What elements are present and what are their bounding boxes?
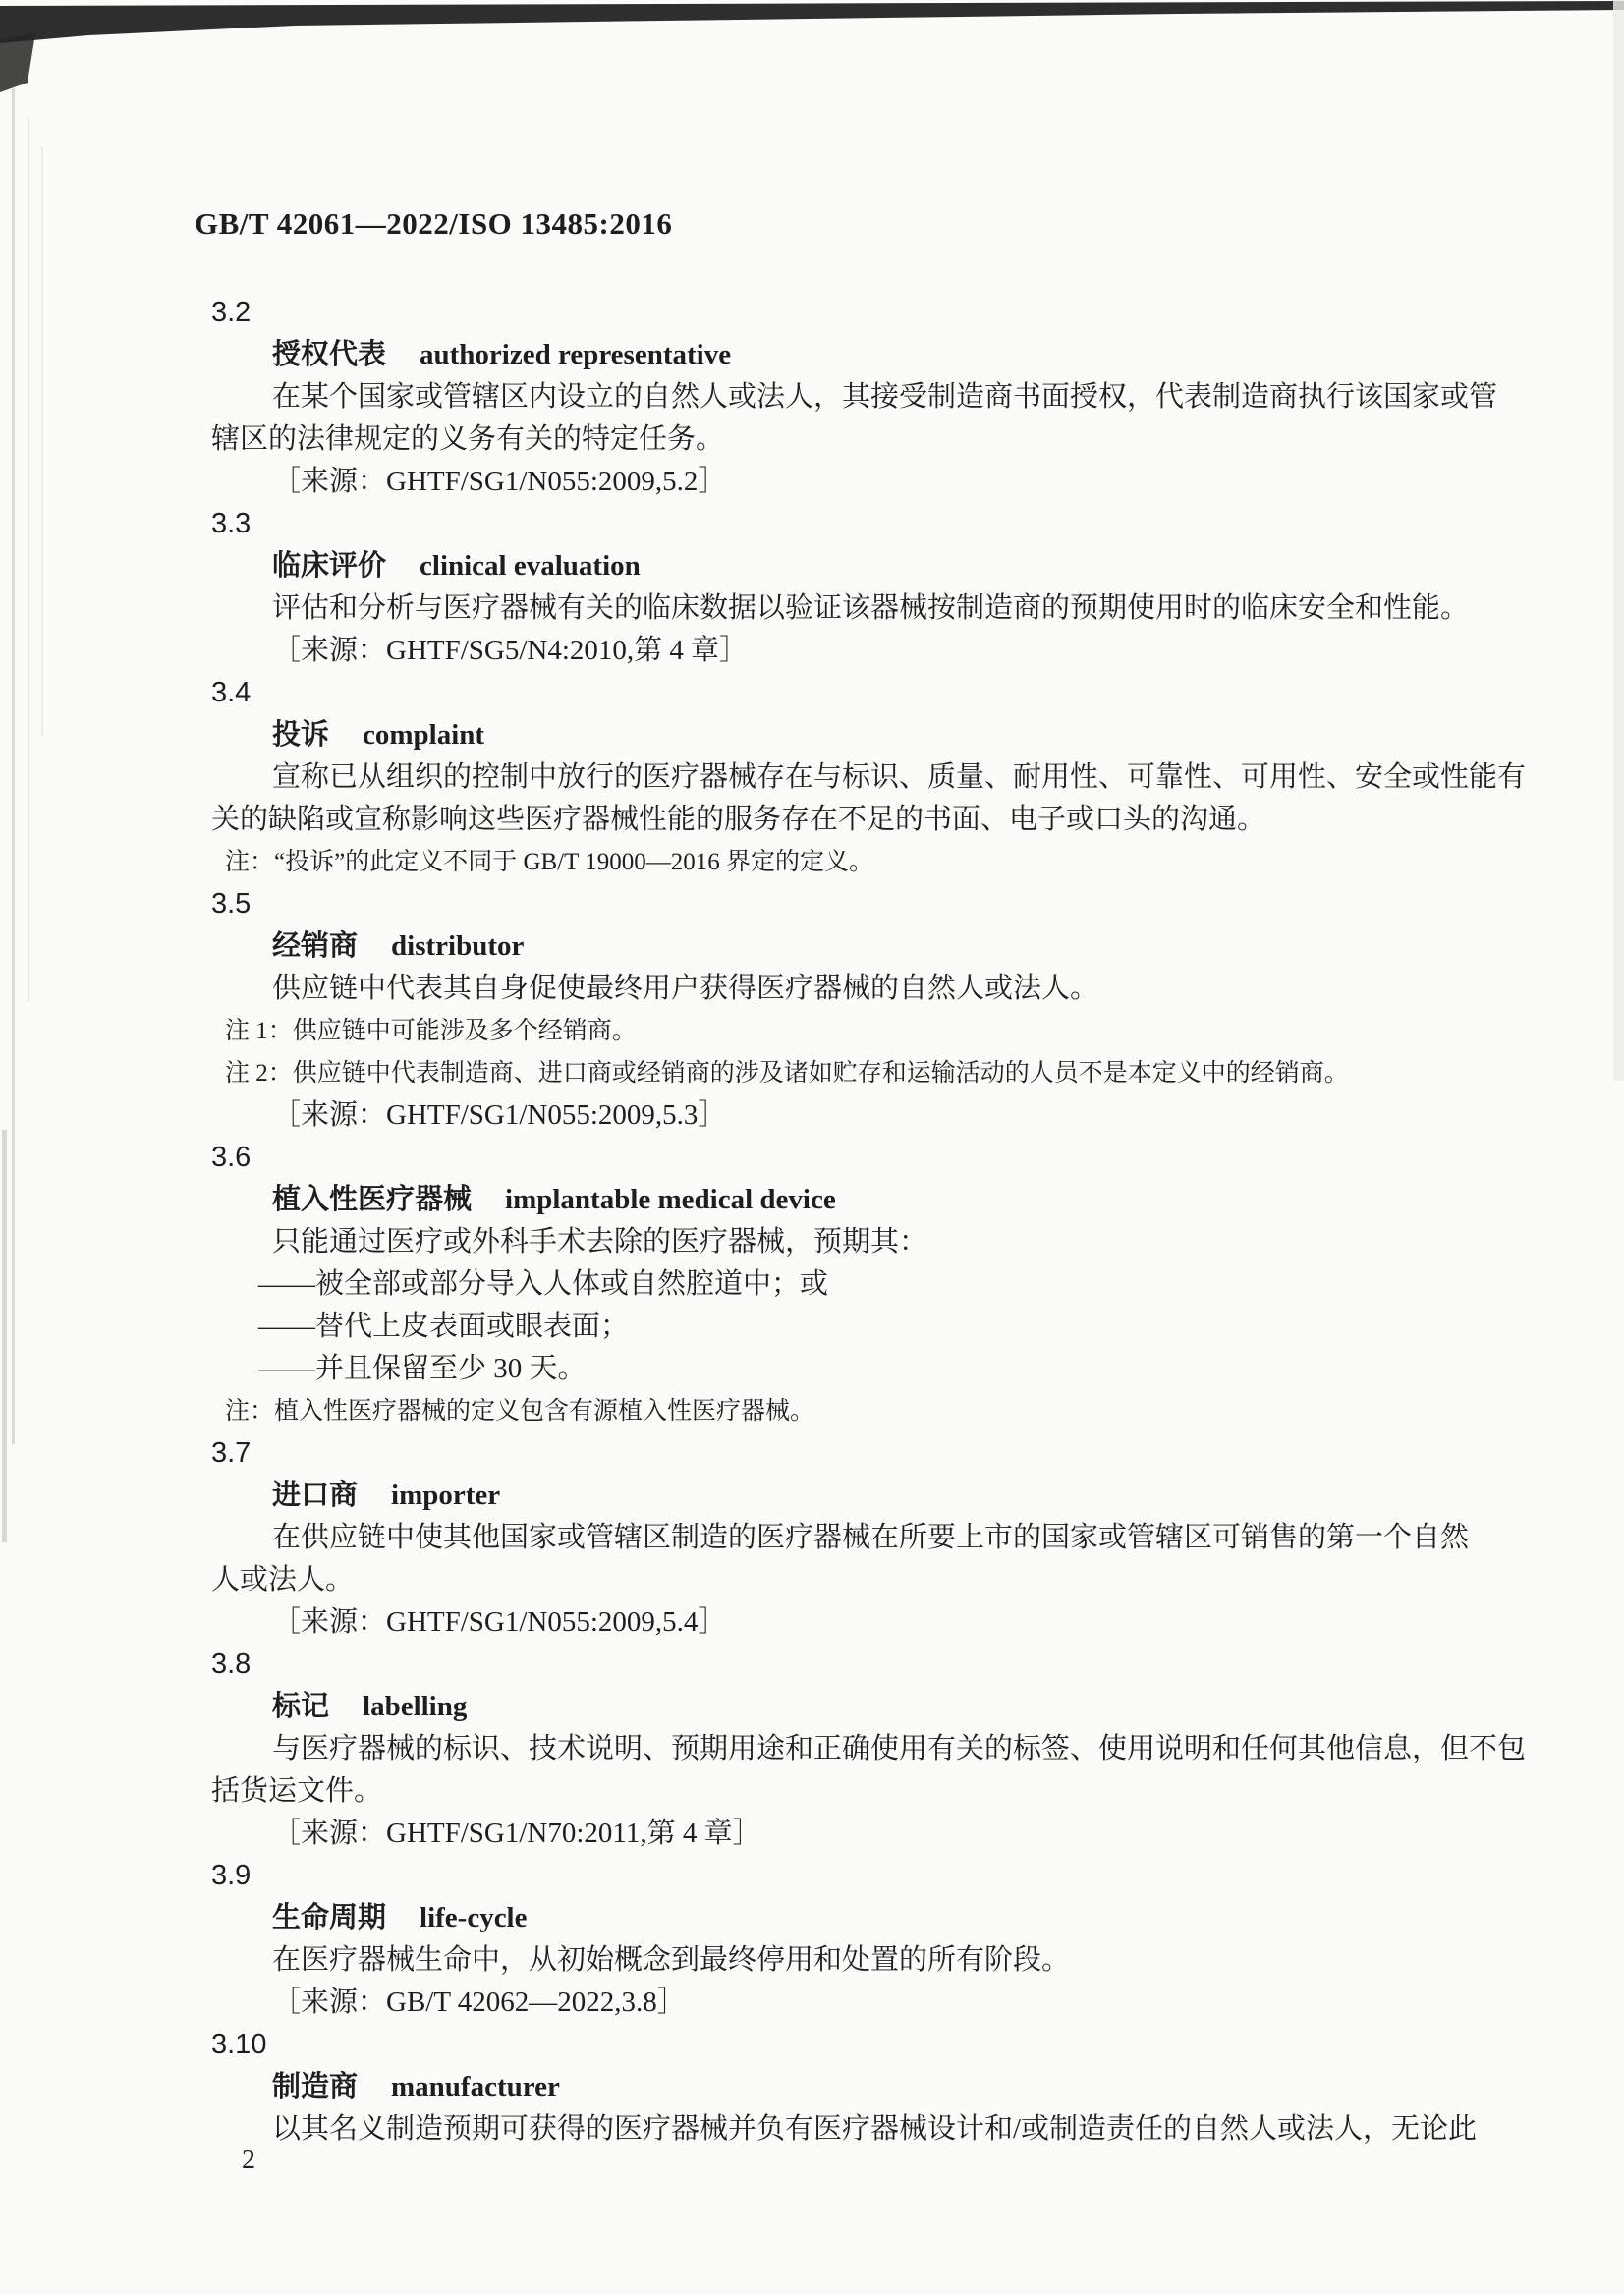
source-line: ［来源：GHTF/SG1/N055:2009,5.2］	[272, 466, 727, 497]
definition-line: 关的缺陷或宣称影响这些医疗器械性能的服务存在不足的书面、电子或口头的沟通。	[211, 804, 1266, 835]
term-english: distributor	[391, 930, 525, 962]
scan-artifact-left-streak	[28, 118, 29, 1002]
term-chinese: 标记	[272, 1691, 330, 1722]
dash-item-line: ——替代上皮表面或眼表面；	[258, 1311, 630, 1342]
term-english: authorized representative	[420, 339, 732, 370]
term-section	[211, 1137, 1533, 1432]
term-chinese: 生命周期	[272, 1902, 387, 1933]
term-line	[211, 334, 1533, 376]
scan-artifact-top-left-blob	[0, 33, 35, 92]
term-english: labelling	[363, 1691, 468, 1722]
source-line: ［来源：GB/T 42062—2022,3.8］	[272, 1987, 686, 2018]
term-english: life-cycle	[420, 1902, 528, 1933]
standard-number-header: GB/T 42061—2022/ISO 13485:2016	[195, 206, 673, 241]
term-english: clinical evaluation	[420, 550, 641, 582]
section-number: 3.4	[211, 677, 252, 708]
source-line: ［来源：GHTF/SG1/N70:2011,第 4 章］	[272, 1818, 761, 1849]
term-chinese: 投诉	[272, 719, 330, 751]
term-chinese: 临床评价	[272, 550, 387, 582]
term-line	[211, 2066, 1533, 2108]
definition-line: 括货运文件。	[211, 1775, 383, 1807]
definition-line: 与医疗器械的标识、技术说明、预期用途和正确使用有关的标签、使用说明和任何其他信息，但不包	[272, 1733, 1527, 1764]
definition-line: 在某个国家或管辖区内设立的自然人或法人，其接受制造商书面授权，代表制造商执行该国家或管	[272, 381, 1498, 413]
term-line	[211, 545, 1533, 588]
source-line: ［来源：GHTF/SG1/N055:2009,5.3］	[272, 1099, 727, 1131]
scan-artifact-left-streak	[41, 147, 43, 737]
definition-line: 辖区的法律规定的义务有关的特定任务。	[211, 423, 725, 455]
page-number: 2	[242, 2145, 255, 2175]
definition-line: 以其名义制造预期可获得的医疗器械并负有医疗器械设计和/或制造责任的自然人或法人，无论此	[272, 2113, 1478, 2145]
term-line	[211, 1897, 1533, 1939]
term-section	[211, 883, 1533, 1137]
terms-and-definitions	[211, 292, 1533, 2151]
term-line	[211, 1686, 1533, 1728]
definition-line: 评估和分析与医疗器械有关的临床数据以验证该器械按制造商的预期使用时的临床安全和性能。	[272, 592, 1470, 624]
note-line: 注：“投诉”的此定义不同于 GB/T 19000—2016 界定的定义。	[225, 849, 873, 875]
section-number: 3.3	[211, 508, 252, 539]
scan-artifact-left-streak	[2, 1130, 7, 1542]
note-line: 注 1：供应链中可能涉及多个经销商。	[225, 1018, 637, 1044]
term-english: manufacturer	[391, 2071, 560, 2102]
definition-line: 在供应链中使其他国家或管辖区制造的医疗器械在所要上市的国家或管辖区可销售的第一个自然	[272, 1522, 1470, 1553]
term-chinese: 经销商	[272, 930, 359, 962]
term-english: complaint	[363, 719, 485, 751]
definition-line: 人或法人。	[211, 1564, 355, 1595]
scan-artifact-right-edge	[1613, 0, 1624, 1081]
term-chinese: 进口商	[272, 1480, 359, 1511]
note-line: 注：植入性医疗器械的定义包含有源植入性医疗器械。	[225, 1398, 815, 1425]
term-english: importer	[391, 1480, 501, 1511]
term-section	[211, 292, 1533, 503]
term-section	[211, 1855, 1533, 2024]
definition-line: 在医疗器械生命中，从初始概念到最终停用和处置的所有阶段。	[272, 1944, 1071, 1976]
term-english: implantable medical device	[505, 1184, 836, 1215]
definition-line: 只能通过医疗或外科手术去除的医疗器械，预期其：	[272, 1226, 928, 1258]
section-number: 3.8	[211, 1649, 252, 1680]
section-number: 3.7	[211, 1437, 252, 1469]
scan-artifact-left-streak	[12, 88, 15, 1444]
definition-line: 供应链中代表其自身促使最终用户获得医疗器械的自然人或法人。	[272, 973, 1099, 1004]
term-chinese: 植入性医疗器械	[272, 1184, 473, 1215]
dash-item-line: ——并且保留至少 30 天。	[258, 1353, 587, 1384]
term-section	[211, 2024, 1533, 2151]
term-section	[211, 672, 1533, 883]
scan-artifact-top-edge	[0, 1, 1624, 43]
section-number: 3.2	[211, 297, 252, 328]
source-line: ［来源：GHTF/SG5/N4:2010,第 4 章］	[272, 635, 749, 666]
section-number: 3.9	[211, 1860, 252, 1891]
term-line	[211, 714, 1533, 756]
term-line	[211, 1179, 1533, 1221]
definition-line: 宣称已从组织的控制中放行的医疗器械存在与标识、质量、耐用性、可靠性、可用性、安全或性能有	[272, 761, 1527, 793]
section-number: 3.10	[211, 2029, 267, 2060]
section-number: 3.6	[211, 1142, 252, 1173]
source-line: ［来源：GHTF/SG1/N055:2009,5.4］	[272, 1606, 727, 1638]
term-section	[211, 1644, 1533, 1855]
dash-item-line: ——被全部或部分导入人体或自然腔道中；或	[258, 1268, 829, 1300]
term-section	[211, 1432, 1533, 1644]
section-number: 3.5	[211, 888, 252, 920]
note-line: 注 2：供应链中代表制造商、进口商或经销商的涉及诸如贮存和运输活动的人员不是本定义中的经销商。	[225, 1060, 1349, 1087]
term-section	[211, 503, 1533, 672]
term-chinese: 制造商	[272, 2071, 359, 2102]
term-line	[211, 925, 1533, 968]
term-chinese: 授权代表	[272, 339, 387, 370]
term-line	[211, 1475, 1533, 1517]
